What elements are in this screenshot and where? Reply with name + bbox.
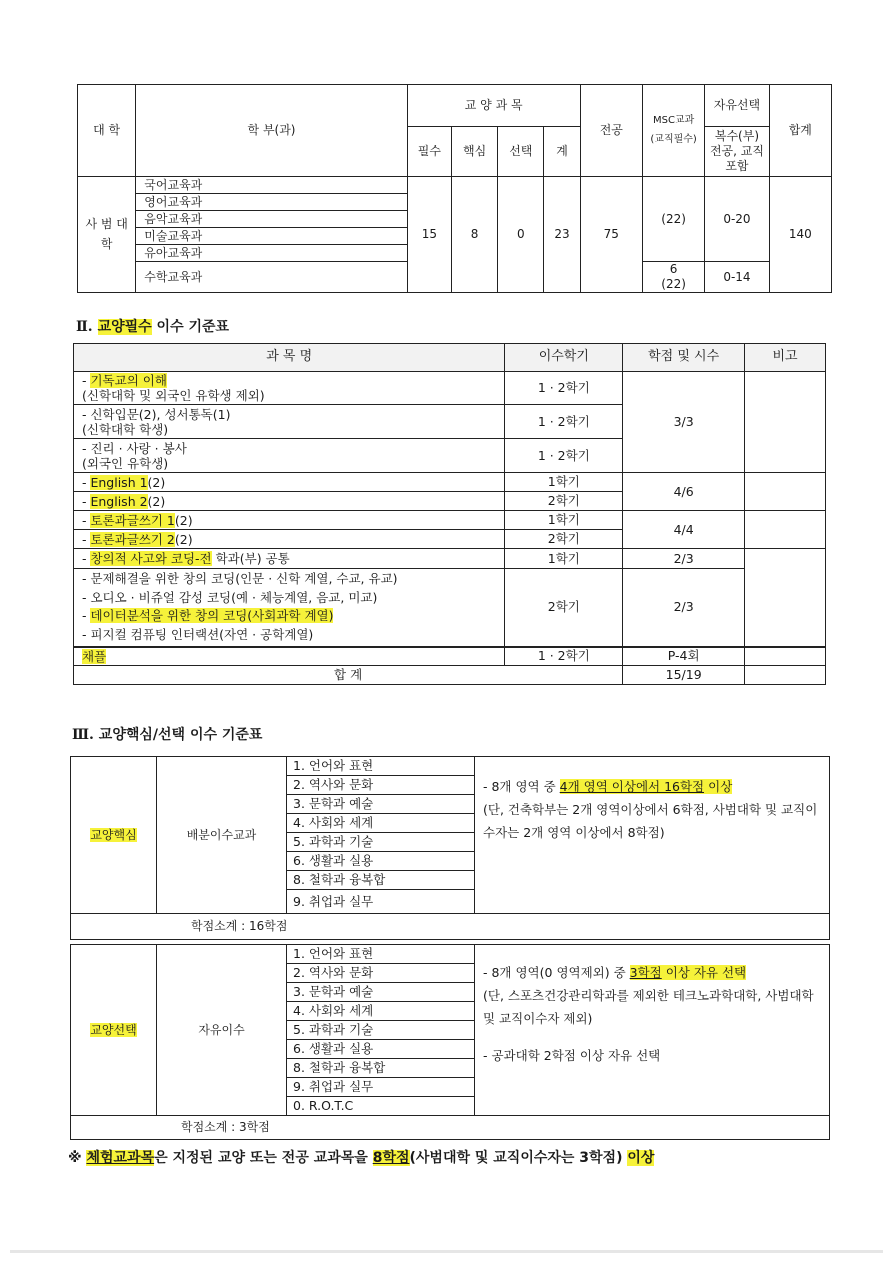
header-semester: 이수학기 — [505, 344, 623, 372]
header-dept: 학 부(과) — [136, 85, 407, 177]
header-college: 대 학 — [78, 85, 136, 177]
elective-description: - 8개 영역(0 영역제외) 중 3학점 이상 자유 선택 (단, 스포츠건강관리학과를 제외한 테크노과학대학, 사범대학 및 교직이수자 제외) - 공과대학 2학점 이상 자유 선택 — [475, 945, 830, 1116]
major-value: 75 — [580, 177, 642, 293]
free-math: 0-14 — [705, 262, 769, 293]
msc-math: 6 (22) — [642, 262, 704, 293]
area-item: 4. 사회와 세계 — [287, 1002, 475, 1021]
dept-row: 음악교육과 — [136, 211, 407, 228]
core-subtotal: 학점소계 : 16학점 — [191, 919, 288, 933]
type-core: 배분이수교과 — [157, 757, 287, 914]
area-item: 2. 역사와 문화 — [287, 964, 475, 983]
header-free-sub: 복수(부) 전공, 교직포함 — [705, 127, 769, 177]
dept-row: 유아교육과 — [136, 245, 407, 262]
credit-cell: 4/4 — [623, 511, 745, 549]
semester-cell: 1 · 2학기 — [505, 405, 623, 439]
free-value: 0-20 — [705, 177, 769, 262]
credit-cell: P-4회 — [623, 647, 745, 666]
semester-cell: 1학기 — [505, 473, 623, 492]
elective-subtotal: 학점소계 : 3학점 — [181, 1120, 270, 1134]
semester-cell: 1학기 — [505, 549, 623, 569]
core-description: - 8개 영역 중 4개 영역 이상에서 16학점 이상 (단, 건축학부는 2개 영역이상에서 6학점, 사범대학 및 교직이수자는 2개 영역 이상에서 8학점) — [475, 757, 830, 914]
header-msc: MSC교과 (교직필수) — [642, 85, 704, 177]
course-row: - 토론과글쓰기 1(2) — [74, 511, 505, 530]
semester-cell: 2학기 — [505, 530, 623, 549]
header-core: 핵심 — [451, 127, 497, 177]
credit-cell: 3/3 — [623, 372, 745, 473]
note-cell — [745, 549, 826, 647]
area-item: 6. 생활과 실용 — [287, 1040, 475, 1059]
area-item: 4. 사회와 세계 — [287, 814, 475, 833]
dept-row: 미술교육과 — [136, 228, 407, 245]
area-item: 9. 취업과 실무 — [287, 1078, 475, 1097]
core-liberal-table — [70, 756, 830, 940]
header-liberal: 교 양 과 목 — [407, 85, 580, 127]
header-elective: 선택 — [498, 127, 544, 177]
area-item: 8. 철학과 융복합 — [287, 1059, 475, 1078]
semester-cell: 2학기 — [505, 569, 623, 647]
course-row: - 토론과글쓰기 2(2) — [74, 530, 505, 549]
header-course-name: 과 목 명 — [74, 344, 505, 372]
required-value: 15 — [407, 177, 451, 293]
dept-row: 국어교육과 — [136, 177, 407, 194]
core-value: 8 — [451, 177, 497, 293]
course-row: - English 2(2) — [74, 492, 505, 511]
note-cell — [745, 372, 826, 473]
semester-cell: 2학기 — [505, 492, 623, 511]
header-required: 필수 — [407, 127, 451, 177]
area-item: 9. 취업과 실무 — [287, 890, 475, 914]
total-credit: 15/19 — [623, 666, 745, 685]
note-cell — [745, 473, 826, 511]
course-row: - 기독교의 이해 (신학대학 및 외국인 유학생 제외) — [74, 372, 505, 405]
semester-cell: 1 · 2학기 — [505, 372, 623, 405]
section-heading-2: Ⅱ. 교양필수 이수 기준표 — [76, 319, 230, 335]
course-row: - 진리 · 사랑 · 봉사 (외국인 유학생) — [74, 439, 505, 473]
area-item: 3. 문학과 예술 — [287, 983, 475, 1002]
type-elective: 자유이수 — [157, 945, 287, 1116]
section-heading-3: Ⅲ. 교양핵심/선택 이수 기준표 — [72, 727, 263, 743]
header-total: 합계 — [769, 85, 831, 177]
area-item: 5. 과학과 기술 — [287, 833, 475, 852]
experience-course-note: ※ 체험교과목은 지정된 교양 또는 전공 교과목을 8학점(사범대학 및 교직이수자는 3학점) 이상 — [68, 1150, 655, 1166]
credit-cell: 2/3 — [623, 549, 745, 569]
note-cell — [745, 511, 826, 549]
area-item: 3. 문학과 예술 — [287, 795, 475, 814]
semester-cell: 1 · 2학기 — [505, 647, 623, 666]
course-row: - 창의적 사고와 코딩-전 학과(부) 공통 — [74, 549, 505, 569]
credit-requirement-table — [77, 84, 832, 293]
total-value: 140 — [769, 177, 831, 293]
area-item: 1. 언어와 표현 — [287, 945, 475, 964]
credit-cell: 2/3 — [623, 569, 745, 647]
sum-value: 23 — [544, 177, 580, 293]
note-cell — [745, 666, 826, 685]
category-elective: 교양선택 — [71, 945, 157, 1116]
course-row: - 신학입문(2), 성서통독(1) (신학대학 학생) — [74, 405, 505, 439]
area-item: 1. 언어와 표현 — [287, 757, 475, 776]
heading-highlight: 교양필수 — [97, 319, 152, 335]
course-row: - 문제해결을 위한 창의 코딩(인문 · 신학 계열, 수교, 유교) - 오디오 · 비쥬얼 감성 코딩(예 · 체능계열, 음교, 미교) - 데이터분석을 위한 창의 코딩(사회과학 계열) - 피지컬 컴퓨팅 인터랙션(자연 · 공학계열) — [74, 569, 505, 647]
header-major: 전공 — [580, 85, 642, 177]
area-item: 5. 과학과 기술 — [287, 1021, 475, 1040]
course-row: - English 1(2) — [74, 473, 505, 492]
elective-liberal-table — [70, 944, 830, 1140]
area-item: 0. R.O.T.C — [287, 1097, 475, 1116]
dept-row: 영어교육과 — [136, 194, 407, 211]
dept-row: 수학교육과 — [136, 262, 407, 293]
semester-cell: 1학기 — [505, 511, 623, 530]
header-free: 자유선택 — [705, 85, 769, 127]
msc-value: (22) — [642, 177, 704, 262]
header-note: 비고 — [745, 344, 826, 372]
area-item: 2. 역사와 문화 — [287, 776, 475, 795]
credit-cell: 4/6 — [623, 473, 745, 511]
elective-value: 0 — [498, 177, 544, 293]
note-cell — [745, 647, 826, 666]
category-core: 교양핵심 — [71, 757, 157, 914]
course-row: 채플 — [74, 647, 505, 666]
header-sum: 계 — [544, 127, 580, 177]
college-name: 사 범 대 학 — [78, 177, 136, 293]
area-item: 6. 생활과 실용 — [287, 852, 475, 871]
total-label: 합 계 — [74, 666, 623, 685]
semester-cell: 1 · 2학기 — [505, 439, 623, 473]
required-liberal-table — [73, 343, 826, 685]
area-item: 8. 철학과 융복합 — [287, 871, 475, 890]
header-credit: 학점 및 시수 — [623, 344, 745, 372]
page-bottom-edge — [10, 1250, 883, 1253]
